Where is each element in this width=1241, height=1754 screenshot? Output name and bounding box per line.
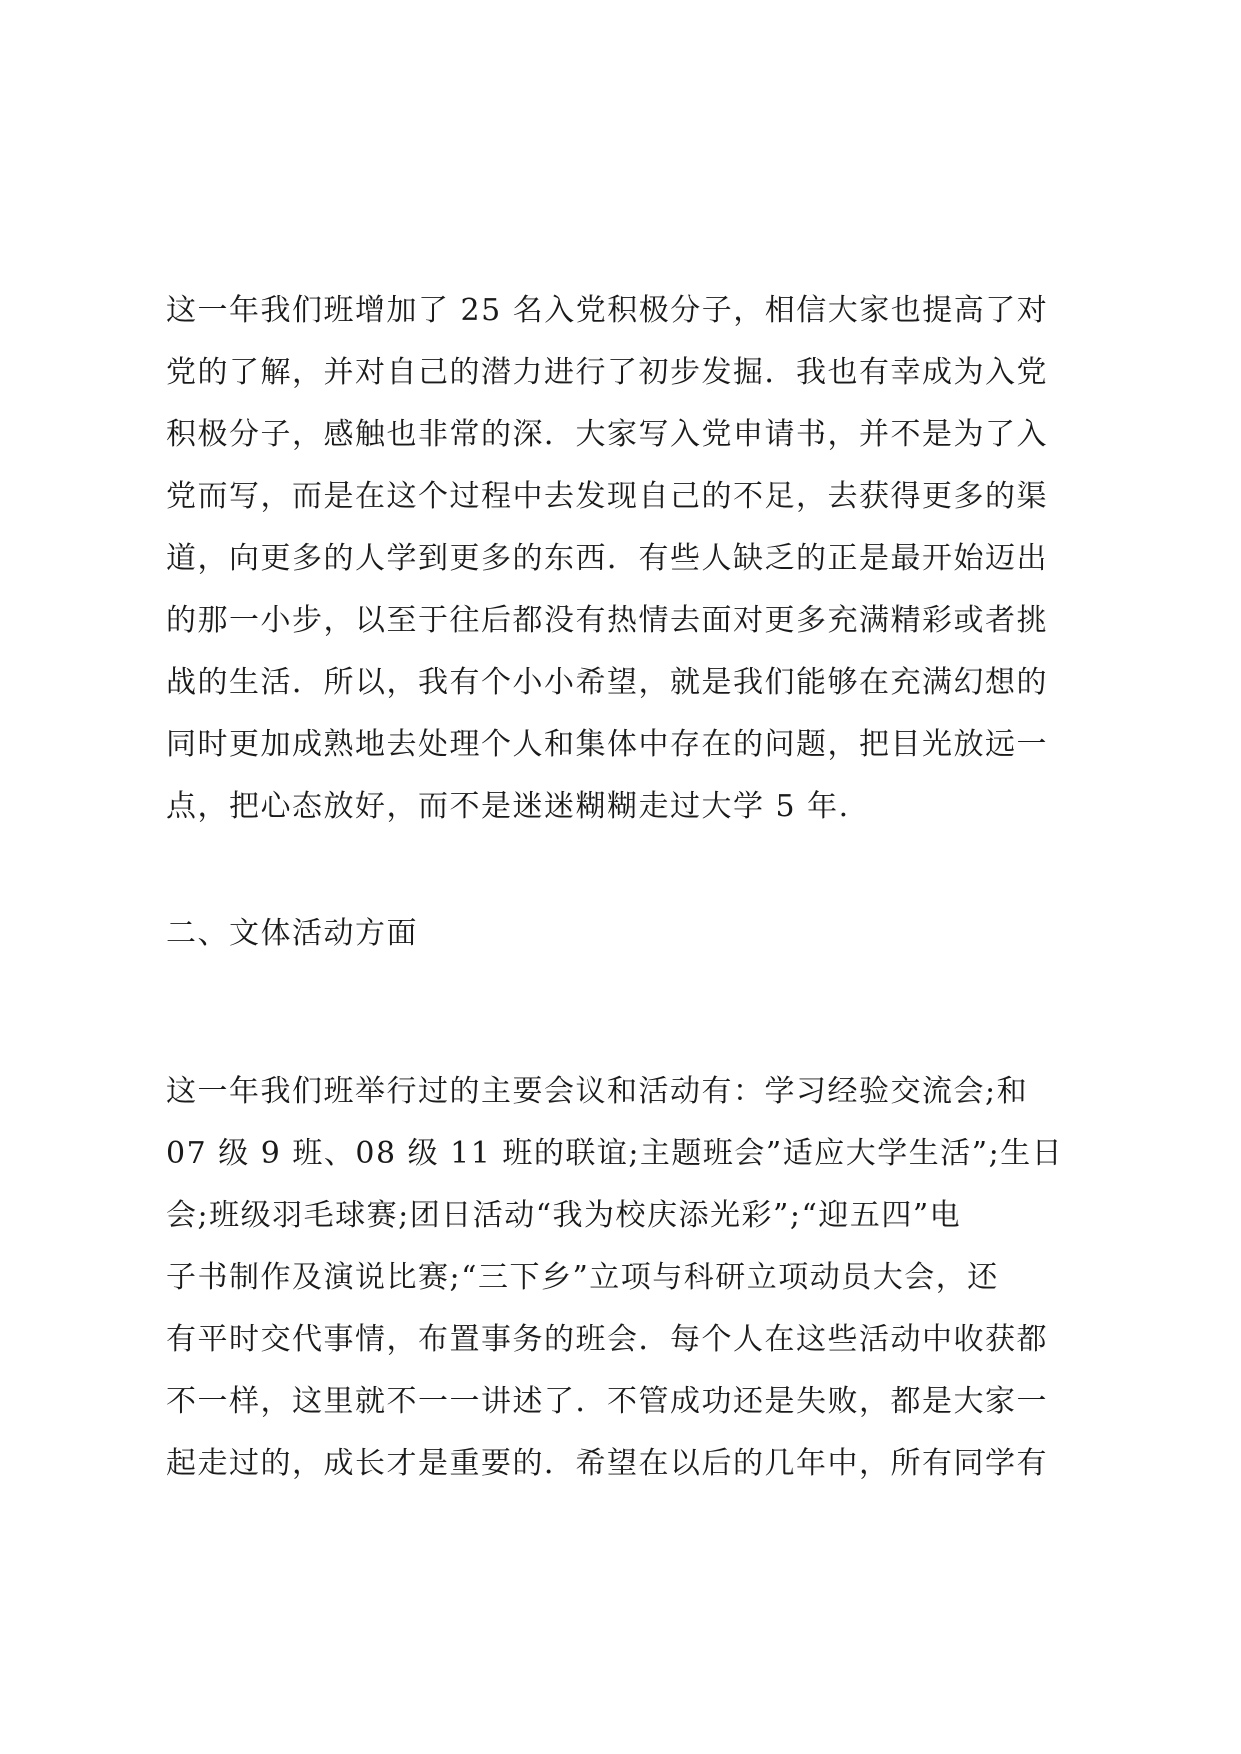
- section-heading-text: 二、文体活动方面: [166, 916, 418, 951]
- paragraph-line: 起走过的，成长才是重要的．希望在以后的几年中，所有同学有: [166, 1446, 1048, 1481]
- section-heading: [166, 903, 1086, 965]
- paragraph-line: 党的了解，并对自己的潜力进行了初步发掘．我也有幸成为入党: [166, 355, 1048, 390]
- paragraph-line: 这一年我们班举行过的主要会议和活动有：学习经验交流会;和: [166, 1074, 1029, 1109]
- paragraph-line: 子书制作及演说比赛;“三下乡”立项与科研立项动员大会，还: [166, 1260, 999, 1295]
- paragraph-line: 道，向更多的人学到更多的东西．有些人缺乏的正是最开始迈出: [166, 541, 1048, 576]
- paragraph-line: 有平时交代事情，布置事务的班会．每个人在这些活动中收获都: [166, 1322, 1048, 1357]
- paragraph-line: 积极分子，感触也非常的深．大家写入党申请书，并不是为了入: [166, 417, 1048, 452]
- paragraph-line: 这一年我们班增加了 25 名入党积极分子，相信大家也提高了对: [166, 293, 1049, 328]
- paragraph-line: 不一样，这里就不一一讲述了．不管成功还是失败，都是大家一: [166, 1384, 1048, 1419]
- paragraph-line: 党而写，而是在这个过程中去发现自己的不足，去获得更多的渠: [166, 479, 1048, 514]
- paragraph-line: 同时更加成熟地去处理个人和集体中存在的问题，把目光放远一: [166, 727, 1048, 762]
- paragraph-line: 点，把心态放好，而不是迷迷糊糊走过大学 5 年.: [166, 789, 850, 824]
- paragraph-line: 07 级 9 班、08 级 11 班的联谊;主题班会”适应大学生活”;生日: [166, 1136, 1064, 1171]
- paragraph-line: 的那一小步，以至于往后都没有热情去面对更多充满精彩或者挑: [166, 603, 1048, 638]
- body-paragraph-party-activists: [166, 280, 1086, 838]
- body-paragraph-activities: [166, 1061, 1086, 1495]
- paragraph-line: 战的生活．所以，我有个小小希望，就是我们能够在充满幻想的: [166, 665, 1048, 700]
- paragraph-line: 会;班级羽毛球赛;团日活动“我为校庆添光彩”;“迎五四”电: [166, 1198, 962, 1233]
